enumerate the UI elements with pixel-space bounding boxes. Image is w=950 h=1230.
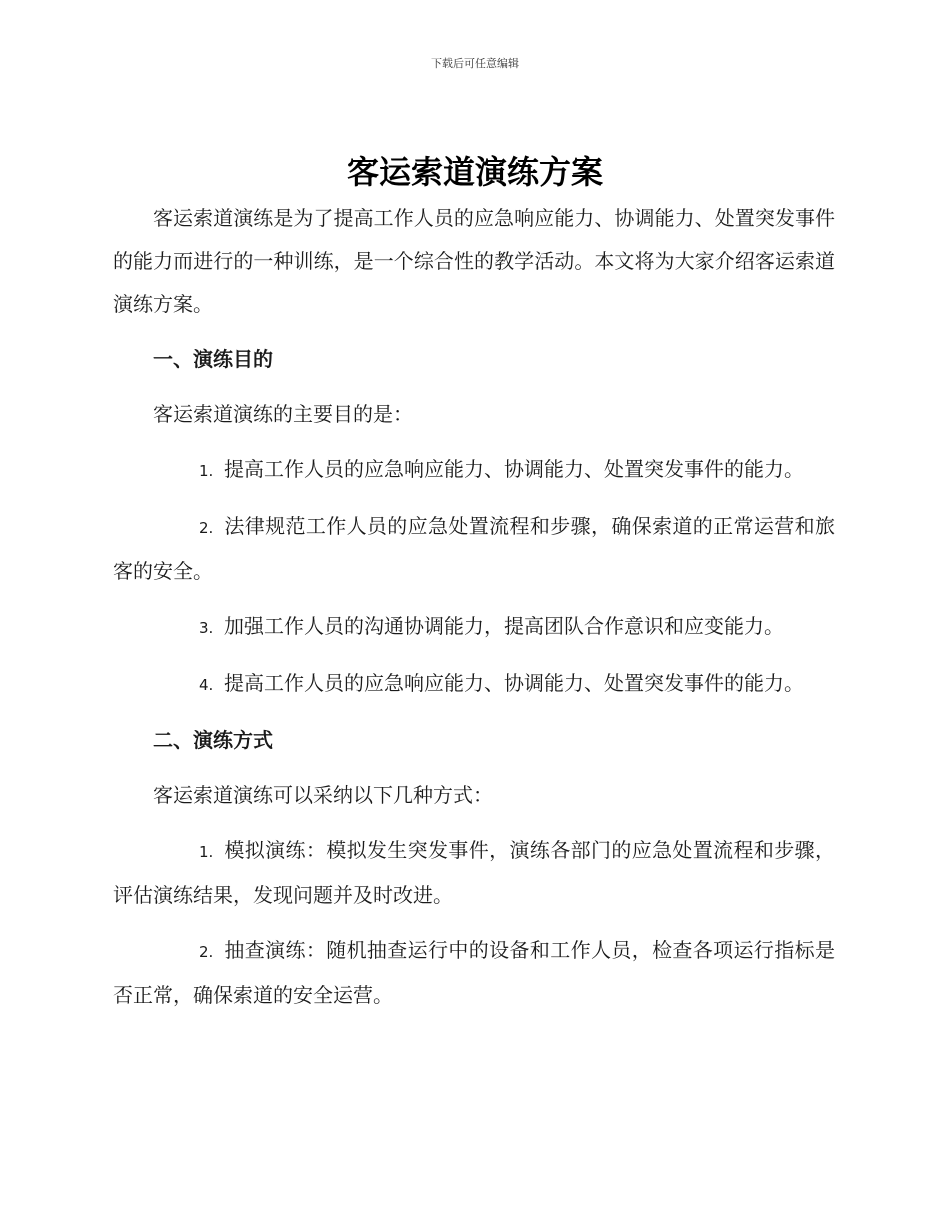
list-text: 加强工作人员的沟通协调能力，提高团队合作意识和应变能力。 [224,614,784,638]
list-item [113,448,835,493]
list-number: 1. [199,843,214,861]
list-text: 模拟演练：模拟发生突发事件，演练各部门的应急处置流程和步骤，评估演练结果，发现问题并及时改进。 [113,838,835,907]
section-lead-purpose: 客运索道演练的主要目的是： [153,402,413,426]
list-number: 4. [199,676,214,694]
list-item [113,605,835,650]
list-item [113,929,835,1017]
list-number: 3. [199,619,214,637]
list-text: 法律规范工作人员的应急处置流程和步骤，确保索道的正常运营和旅客的安全。 [113,514,835,583]
section-heading-purpose: 一、演练目的 [153,347,273,371]
list-text: 抽查演练：随机抽查运行中的设备和工作人员，检查各项运行指标是否正常，确保索道的安全运营。 [113,938,835,1007]
list-number: 2. [199,943,214,961]
list-item [113,829,835,917]
list-number: 2. [199,519,214,537]
document-body [113,197,835,1017]
list-text: 提高工作人员的应急响应能力、协调能力、处置突发事件的能力。 [224,457,804,481]
list-number: 1. [199,462,214,480]
section-lead-method: 客运索道演练可以采纳以下几种方式： [153,783,493,807]
intro-paragraph: 客运索道演练是为了提高工作人员的应急响应能力、协调能力、处置突发事件的能力而进行的一种训练，是一个综合性的教学活动。本文将为大家介绍客运索道演练方案。 [113,206,835,316]
list-text: 提高工作人员的应急响应能力、协调能力、处置突发事件的能力。 [224,671,804,695]
list-item [113,505,835,593]
list-item [113,662,835,707]
header-note: 下载后可任意编辑 [431,57,519,70]
section-heading-method: 二、演练方式 [153,728,273,752]
document-title: 客运索道演练方案 [346,153,603,191]
